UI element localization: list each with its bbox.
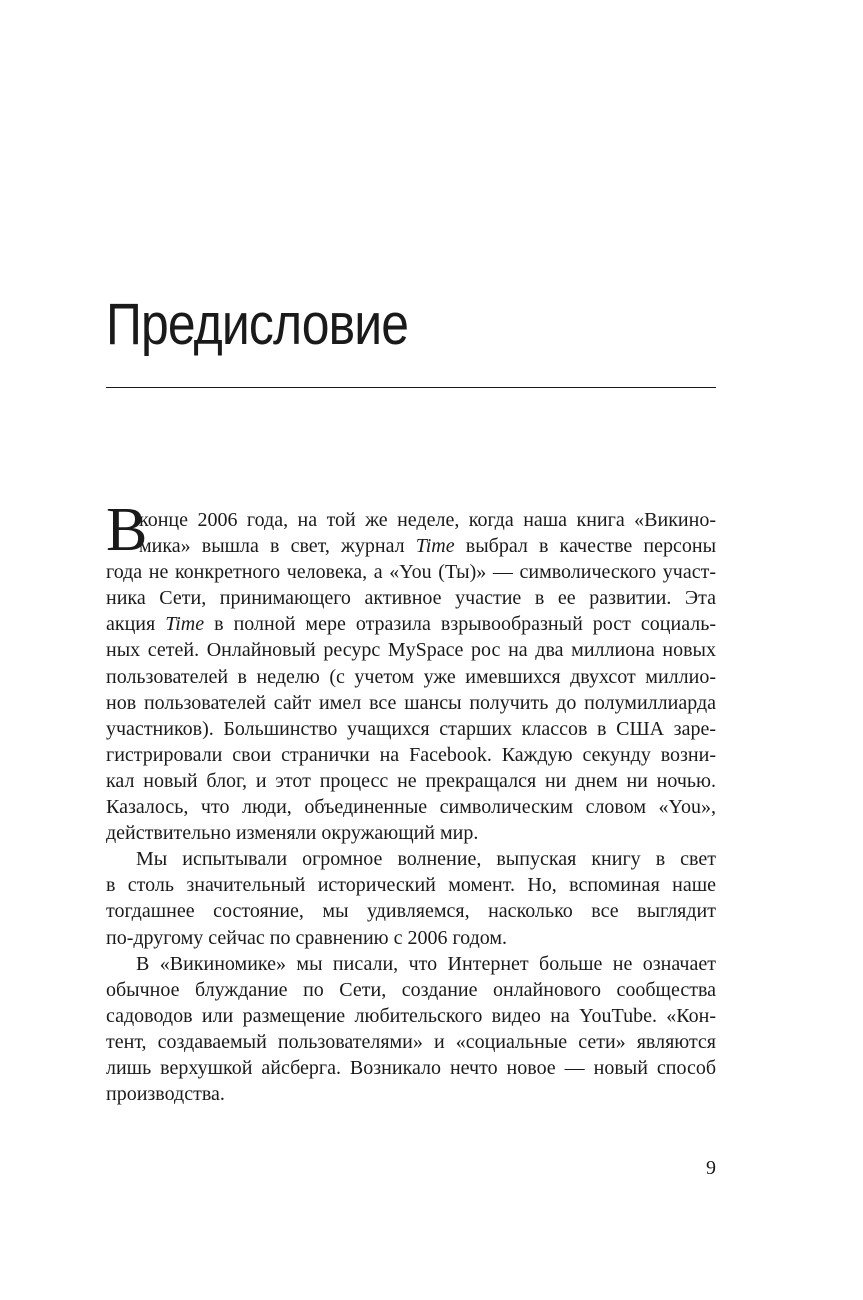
text-run: В «Викиномике» мы писали, что Интернет больше не означает <box>136 952 716 975</box>
text-run: конце 2006 года, на той же неделе, когда наша книга «Викино- <box>139 509 716 531</box>
text-run: Казалось, что люди, объединенные символическим словом «You», <box>106 796 716 819</box>
text-line <box>106 951 716 977</box>
text-line <box>106 585 716 611</box>
text-run: Мы испытывали огромное волнение, выпуская книгу в свет <box>136 848 716 871</box>
italic-text: Time <box>415 535 455 558</box>
text-run: тент, создаваемый пользователями» и «социальные сети» являются <box>106 1030 716 1053</box>
text-line <box>106 768 716 794</box>
text-run: мика» вышла в свет, журнал <box>139 535 416 558</box>
title-divider <box>106 387 716 388</box>
text-run: ника Сети, принимающего активное участие в ее развитии. Эта <box>106 587 716 610</box>
text-run: тогдашнее состояние, мы удивляемся, насколько все выглядит <box>106 900 716 923</box>
text-line <box>106 664 716 690</box>
text-run: садоводов или размещение любительского видео на YouTube. «Кон- <box>106 1004 716 1027</box>
text-run: обычное блуждание по Сети, создание онлайнового сообщества <box>106 978 716 1001</box>
text-line <box>106 1055 716 1081</box>
text-line <box>106 794 716 820</box>
text-line <box>106 716 716 742</box>
text-line <box>106 898 716 924</box>
text-line <box>106 742 716 768</box>
text-line <box>106 820 716 846</box>
text-line <box>106 1081 716 1107</box>
text-run: действительно изменяли окружающий мир. <box>106 822 479 845</box>
text-run: кал новый блог, и этот процесс не прекращался ни днем ни ночью. <box>106 769 716 792</box>
chapter-title: Предисловие <box>106 292 409 357</box>
text-line <box>106 533 716 559</box>
text-run: производства. <box>106 1083 225 1106</box>
text-line <box>106 872 716 898</box>
text-run: в полной мере отразила взрывообразный рост социаль- <box>204 613 717 636</box>
text-line <box>106 846 716 872</box>
text-run: в столь значительный исторический момент. Но, вспоминая наше <box>106 874 716 897</box>
text-run: лишь верхушкой айсберга. Возникало нечто новое — новый способ <box>106 1056 716 1079</box>
text-run: участников). Большинство учащихся старших классов в США заре- <box>106 717 716 740</box>
text-line <box>106 637 716 663</box>
body-text <box>106 496 717 1107</box>
drop-cap: В <box>106 496 148 564</box>
text-run: пользователей в неделю (с учетом уже имевшихся двухсот миллио- <box>106 665 716 688</box>
text-run: нов пользователей сайт имел все шансы получить до полумиллиарда <box>106 691 716 714</box>
text-line <box>106 690 716 716</box>
text-run: ных сетей. Онлайновый ресурс MySpace рос на два миллиона новых <box>106 639 716 662</box>
text-line <box>106 977 716 1003</box>
text-run: по-другому сейчас по сравнению с 2006 годом. <box>106 926 508 949</box>
text-line <box>106 611 716 637</box>
text-line <box>106 1029 716 1055</box>
page-number: 9 <box>706 1157 716 1179</box>
text-run: гистрировали свои странички на Facebook. Каждую секунду возни- <box>106 743 716 766</box>
text-run: акция <box>106 613 166 636</box>
text-line <box>106 1003 716 1029</box>
text-line <box>106 507 716 533</box>
text-line <box>106 559 716 585</box>
text-run: выбрал в качестве персоны <box>454 535 717 558</box>
text-line <box>106 925 716 951</box>
text-run: года не конкретного человека, а «You (Ты)» — символического участ- <box>106 561 716 584</box>
italic-text: Time <box>165 613 205 636</box>
